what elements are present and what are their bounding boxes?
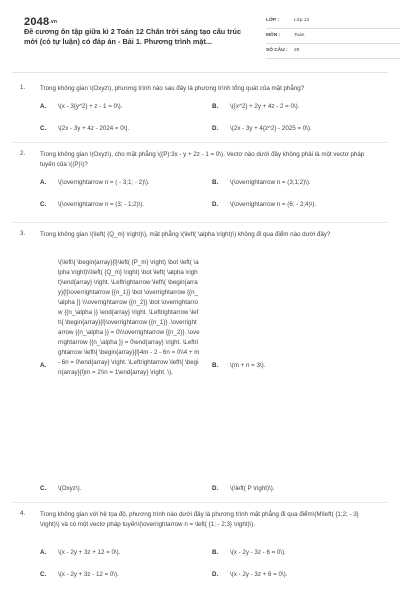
option-text: \(Oxyz\). <box>58 485 82 492</box>
meta-label: LỚP : <box>266 18 280 23</box>
option-text: \(\left( P \right)\). <box>230 485 275 492</box>
option-letter: D. <box>212 571 219 578</box>
header-divider <box>12 72 388 73</box>
meta-value: 29 <box>294 48 300 53</box>
option-text: \(2x - 3y + 4z - 2024 = 0\). <box>58 125 130 132</box>
meta-value: Lớp 12 <box>294 18 310 23</box>
option-text: \(2x - 3y + 4{z^2} - 2025 = 0\). <box>230 125 312 132</box>
option-letter: C. <box>40 125 47 132</box>
question-divider <box>12 142 388 143</box>
option-letter: B. <box>212 103 219 110</box>
quiz-title: Đề cương ôn tập giữa kì 2 Toán 12 Chân trời sáng tạo cấu trúc mới (có tự luận) có đáp án - Bài 1. Phương trình mặt... <box>24 27 242 46</box>
meta-label: MÔN : <box>266 33 281 38</box>
quiz-meta-table <box>266 14 400 59</box>
option-letter: D. <box>212 485 219 492</box>
option-text: \(\overrightarrow n = ( - 3;1; - 2)\). <box>58 179 150 186</box>
option-text: \(x - 2y + 3z + 12 = 0\). <box>58 549 121 556</box>
option-letter: C. <box>40 571 47 578</box>
option-letter: D. <box>212 201 219 208</box>
meta-row-subject <box>266 29 400 44</box>
meta-value: Toán <box>294 33 305 38</box>
option-letter: A. <box>40 103 47 110</box>
option-text: \(m + n = 3\). <box>230 362 266 369</box>
option-letter: C. <box>40 201 47 208</box>
question-number: 3. <box>20 230 26 237</box>
question-number: 2. <box>20 150 26 157</box>
question-divider <box>12 222 388 223</box>
option-letter: B. <box>212 549 219 556</box>
question-number: 4. <box>20 510 26 517</box>
question-text: Trong không gian với hệ tọa độ, phương trình nào dưới đây là phương trình mặt phẳng đi qua điểm\(M\left( {1;2; - 3} \right)\) và có một vectơ pháp tuyến\(\overrightarrow n = \left( {1; - 2;3} \right)\). <box>40 511 359 528</box>
site-logo[interactable]: 2048.vn <box>24 16 58 28</box>
meta-label: SỐ CÂU : <box>266 48 288 53</box>
option-letter: B. <box>212 179 219 186</box>
question-number: 1. <box>20 84 26 91</box>
page-header <box>12 0 388 62</box>
option-text: \(\overrightarrow n = (6; - 2;4)\). <box>230 201 317 208</box>
option-letter: A. <box>40 179 47 186</box>
option-text: \(\overrightarrow n = (3; - 1;2)\). <box>58 201 145 208</box>
option-letter: A. <box>40 362 47 369</box>
option-text: \(x - 3{y^2} + z - 1 = 0\). <box>58 103 123 110</box>
option-letter: D. <box>212 125 219 132</box>
question-text: Trong không gian \(Oxyz\), cho mặt phẳng \((P):3x - y + 2z - 1 = 0\). Vectơ nào dưới đây không phải là một vectơ pháp tuyến của \((P)\)? <box>40 151 365 168</box>
question-text: Trong không gian \(Oxyz\), phương trình nào sau đây là phương trình tổng quát của mặt phẳng? <box>40 85 305 92</box>
option-letter: C. <box>40 485 47 492</box>
option-text: \(\left\{ \begin{array}{l}\left( {P_m} \right) \bot \left( \alpha \right)\\\left( {Q_m} \right) \bot \left( \alpha \right)\end{array} \right. \Leftrightarrow \left\{ \begin{array}{l}\overrightarrow {{n_1}} \bot \overrightarrow {{n_\alpha }} \\\overrightarrow {{n_2}} \bot \overrightarrow {{n_\alpha }} \end{array} \right. \Leftrightarrow \left\{ \begin{array}{l}\overrightarrow {{n_1}} .\overrightarrow {{n_\alpha }} = 0\\\overrightarrow {{n_2}} .\overrightarrow {{n_\alpha }} = 0\end{array} \right. \Leftrightarrow \left\{ \begin{array}{l}4m - 2 - 6n = 0\\4 + m - 6n = 0\end{array} \right. \Leftrightarrow \left\{ \begin{array}{l}m = 2\\n = 1\end{array} \right. \). <box>58 259 200 376</box>
option-text: \(x - 2y - 3z - 6 = 0\). <box>230 549 286 556</box>
option-text: \({x^2} + 2y + 4z - 2 = 0\). <box>230 103 300 110</box>
option-letter: B. <box>212 362 219 369</box>
option-text: \(x - 2y - 3z + 6 = 0\). <box>230 571 288 578</box>
question-divider <box>12 502 388 503</box>
meta-row-count <box>266 44 400 59</box>
question-text: Trong không gian \(\left( {Q_m} \right)\), mặt phẳng \(\left( \alpha \right)\) không đi qua điểm nào dưới đây? <box>40 231 331 238</box>
option-text: \(x - 2y + 3z - 12 = 0\). <box>58 571 119 578</box>
meta-row-grade <box>266 14 400 29</box>
option-text: \(\overrightarrow n = (3;1;2)\). <box>230 179 311 186</box>
option-letter: A. <box>40 549 47 556</box>
